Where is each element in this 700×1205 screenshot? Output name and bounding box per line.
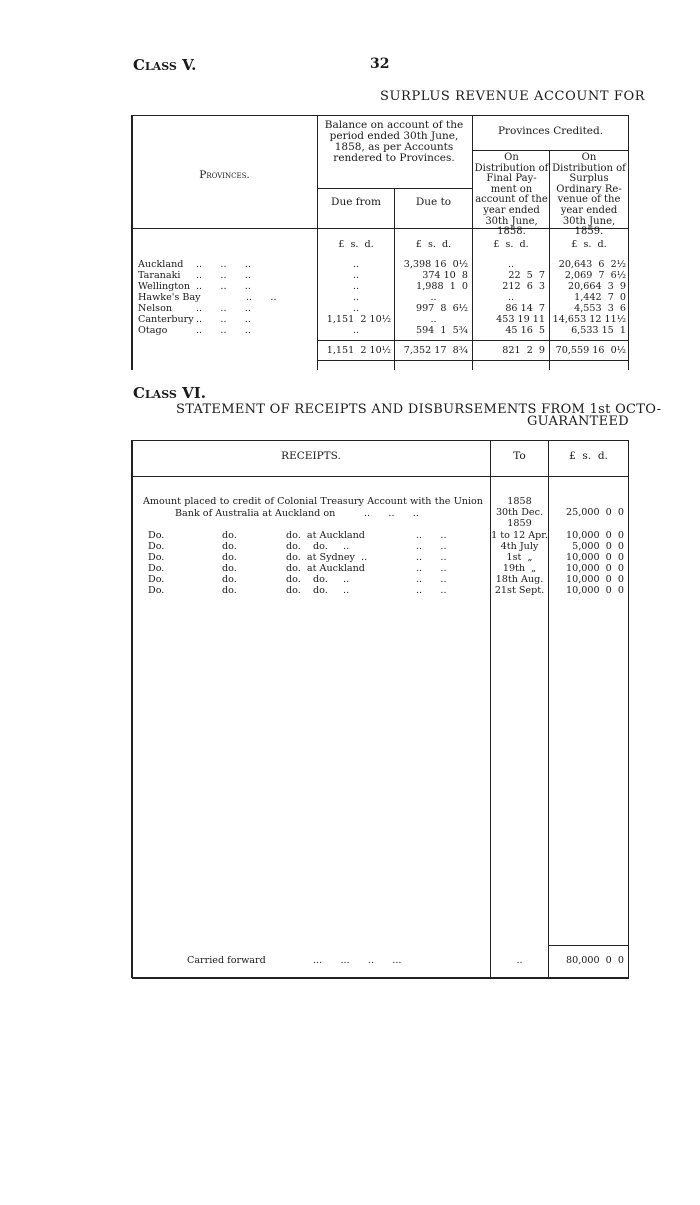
final-value: .. (507, 292, 515, 303)
ditto-col1: Do. (148, 552, 165, 563)
due-to-value: .. (430, 314, 437, 325)
carried-amount: 80,000 0 0 (566, 955, 624, 966)
province-name: Hawke's Bay (138, 292, 201, 303)
ditto-col1: Do. (148, 530, 165, 541)
ditto-col1: Do. (148, 563, 165, 574)
table1-subheader-rule (317, 188, 472, 189)
ditto-col1: Do. (148, 574, 165, 585)
table2-right-border (628, 440, 629, 978)
receipt-amount: 5,000 0 0 (572, 541, 624, 552)
ditto-col3: do. do. .. (286, 585, 350, 596)
entry-amount: 25,000 0 0 (566, 507, 624, 518)
header-due-to: Due to (415, 196, 452, 208)
leader-dots: .. .. (416, 530, 447, 541)
province-name: Nelson (138, 303, 173, 314)
carried-forward-label: Carried forward (187, 955, 266, 966)
table2-header-rule (132, 476, 628, 477)
receipt-amount: 10,000 0 0 (566, 552, 624, 563)
due-to-value: .. (430, 292, 437, 303)
province-name: Auckland (138, 259, 184, 270)
header-due-from: Due from (331, 196, 381, 208)
table1-top-rule (132, 115, 629, 116)
leader-dots: .. .. (416, 563, 447, 574)
ditto-col3: do. at Sydney .. (286, 552, 368, 563)
due-to-value: 997 8 6½ (415, 303, 468, 314)
receipt-date: 1 to 12 Apr. (491, 530, 548, 541)
receipt-date: 18th Aug. (495, 574, 544, 585)
receipt-date: 4th July (500, 541, 539, 552)
class-v-heading: Class V. (133, 56, 197, 74)
header-on-distribution-surplus: On Distribution of Surplus Ordinary Re-venue of the year ended 30th June, 1859. (552, 152, 626, 238)
entry-year: 1858 (507, 496, 532, 507)
entry-year: 1859 (507, 518, 532, 529)
unit-due-to: £ s. d. (415, 239, 452, 250)
total-surplus: 70,559 16 0½ (555, 345, 626, 356)
table1-left-border (131, 115, 133, 370)
table1-subheader-rule (472, 150, 628, 151)
entry-date: 30th Dec. (495, 507, 544, 518)
final-value: 45 16 5 (505, 325, 545, 336)
page-number: 32 (370, 56, 390, 72)
leader-dots: ... ... .. ... (313, 955, 402, 966)
province-name: Otago (138, 325, 168, 336)
leader-dots: .. .. (416, 574, 447, 585)
due-to-value: 374 10 8 (422, 270, 468, 281)
surplus-value: 20,664 3 9 (568, 281, 626, 292)
total-due-from: 1,151 2 10½ (326, 345, 391, 356)
due-from-value: .. (352, 281, 360, 292)
surplus-revenue-title: SURPLUS REVENUE ACCOUNT FOR (380, 89, 646, 104)
receipt-amount: 10,000 0 0 (566, 563, 624, 574)
receipt-amount: 10,000 0 0 (566, 530, 624, 541)
ditto-col3: do. do. .. (286, 541, 350, 552)
ditto-col1: Do. (148, 541, 165, 552)
unit-due-from: £ s. d. (338, 239, 374, 250)
table1-right-border (628, 115, 629, 370)
class-vi-heading: Class VI. (133, 384, 206, 402)
table1-col-divider (394, 188, 395, 370)
leader-dots: .. .. (246, 292, 277, 303)
surplus-value: 6,533 15 1 (571, 325, 626, 336)
leader-dots: .. .. .. (364, 508, 419, 519)
ditto-col2: do. (222, 530, 237, 541)
final-value: 22 5 7 (508, 270, 545, 281)
leader-dots: .. .. (416, 541, 447, 552)
table2-carried-rule (548, 945, 628, 946)
receipt-amount: 10,000 0 0 (566, 585, 624, 596)
surplus-value: 1,442 7 0 (574, 292, 626, 303)
header-balance: Balance on account of the period ended 30th June, 1858, as per Accounts rendered to Provinces. (324, 119, 464, 165)
due-from-value: .. (352, 259, 360, 270)
ditto-col3: do. at Auckland (286, 563, 365, 574)
due-to-value: 1,988 1 0 (416, 281, 468, 292)
leader-dots: .. .. .. (196, 314, 251, 325)
province-name: Taranaki (138, 270, 181, 281)
receipt-date: 1st „ (506, 552, 533, 563)
due-from-value: .. (352, 303, 360, 314)
province-name: Canterbury (138, 314, 194, 325)
final-value: .. (507, 259, 515, 270)
ditto-col1: Do. (148, 585, 165, 596)
table2-col-divider (548, 440, 549, 978)
leader-dots: .. .. (416, 585, 447, 596)
surplus-value: 2,069 7 6½ (564, 270, 626, 281)
table2-top-rule (132, 440, 629, 441)
unit-final: £ s. d. (493, 239, 529, 250)
leader-dots: .. .. .. (196, 281, 251, 292)
surplus-value: 20,643 6 2½ (558, 259, 626, 270)
final-value: 453 19 11 (496, 314, 545, 325)
header-receipts: RECEIPTS. (281, 450, 341, 462)
leader-dots: .. .. .. (196, 270, 251, 281)
final-value: 86 14 7 (505, 303, 545, 314)
ditto-col2: do. (222, 585, 237, 596)
final-value: 212 6 3 (502, 281, 545, 292)
province-name: Wellington (138, 281, 191, 292)
leader-dots: .. .. .. (196, 325, 251, 336)
ditto-col2: do. (222, 574, 237, 585)
statement-title-line2: GUARANTEED (527, 414, 629, 429)
ditto-col2: do. (222, 552, 237, 563)
ditto-col3: do. at Auckland (286, 530, 365, 541)
header-on-distribution-final: On Distribution of Final Pay-ment on account of the year ended 30th June, 1858. (474, 152, 549, 238)
table2-bottom-rule (132, 977, 629, 979)
total-final: 821 2 9 (502, 345, 545, 356)
table2-left-border (131, 440, 133, 978)
entry-description-line2: Bank of Australia at Auckland on (175, 508, 336, 519)
due-from-value: .. (352, 270, 360, 281)
due-from-value: 1,151 2 10½ (326, 314, 391, 325)
ditto-col2: do. (222, 541, 237, 552)
total-due-to: 7,352 17 8¾ (403, 345, 468, 356)
header-amount: £ s. d. (569, 450, 608, 462)
entry-description-line1: Amount placed to credit of Colonial Treasury Account with the Union (143, 496, 483, 507)
due-to-value: 3,398 16 0½ (403, 259, 468, 270)
leader-dots: .. .. .. (196, 259, 251, 270)
receipt-date: 19th „ (502, 563, 537, 574)
table1-bottom-rule (317, 360, 628, 361)
surplus-value: 14,653 12 11½ (552, 314, 626, 325)
unit-surplus: £ s. d. (571, 239, 607, 250)
table1-total-rule (317, 340, 628, 341)
header-to: To (513, 450, 526, 462)
due-from-value: .. (352, 325, 360, 336)
header-provinces-credited: Provinces Credited. (497, 125, 604, 137)
leader-dots: .. .. (416, 552, 447, 563)
ditto-col2: do. (222, 563, 237, 574)
receipt-amount: 10,000 0 0 (566, 574, 624, 585)
ditto-col3: do. do. .. (286, 574, 350, 585)
header-provinces: Provinces. (199, 169, 250, 181)
due-to-value: 594 1 5¾ (415, 325, 468, 336)
receipt-date: 21st Sept. (494, 585, 545, 596)
statement-title-line1: STATEMENT OF RECEIPTS AND DISBURSEMENTS FROM 1st OCTO- (176, 402, 662, 417)
surplus-value: 4,553 3 6 (574, 303, 626, 314)
leader-dots: .. .. .. (196, 303, 251, 314)
carried-to: .. (516, 955, 523, 966)
due-from-value: .. (352, 292, 360, 303)
